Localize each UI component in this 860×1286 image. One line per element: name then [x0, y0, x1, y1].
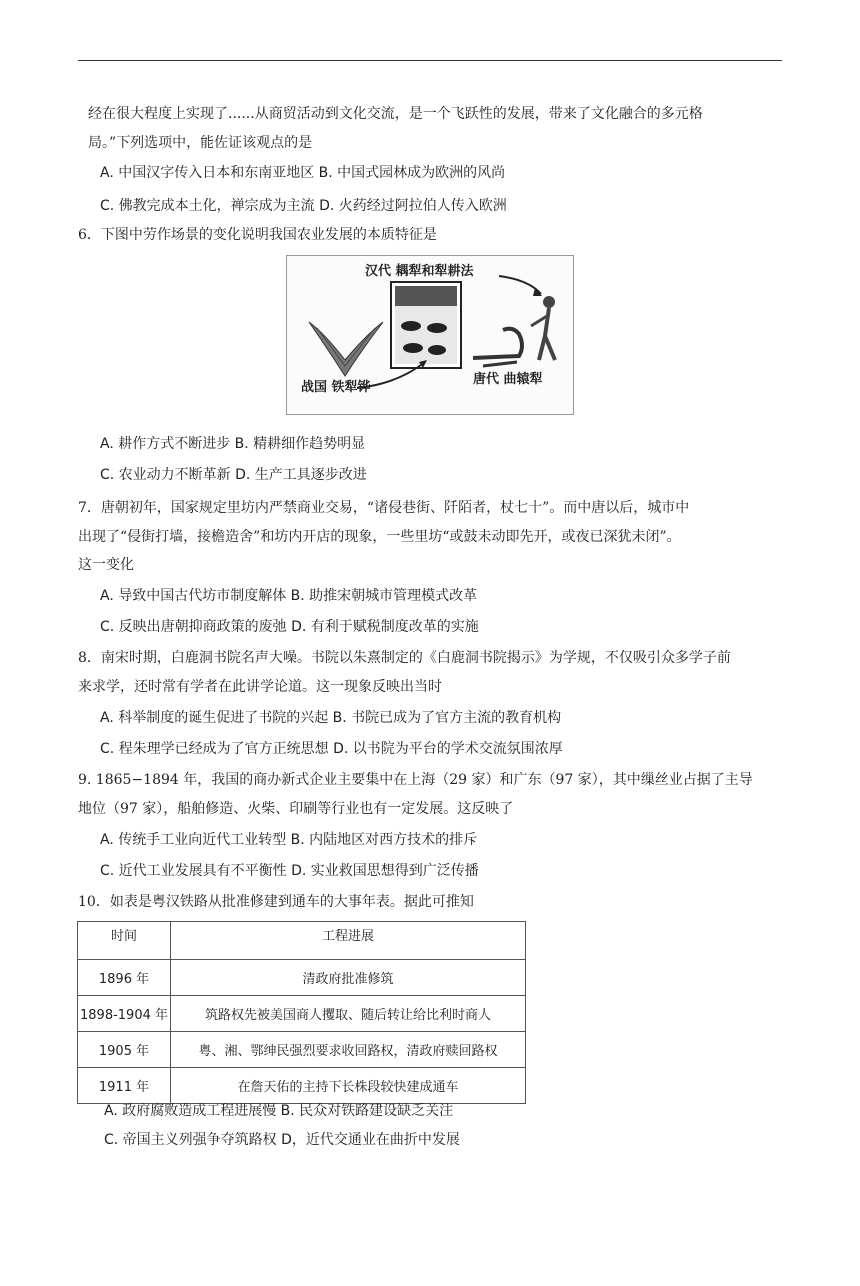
table-row [78, 1032, 526, 1068]
table-row [78, 996, 526, 1032]
farming-tools-figure [286, 255, 574, 415]
table-row [78, 960, 526, 996]
table-cell-progress: 清政府批准修筑 [171, 960, 526, 996]
header-rule [78, 60, 782, 61]
table-cell-time: 1896 年 [78, 960, 171, 996]
q6-options-ab: A. 耕作方式不断进步 B. 精耕细作趋势明显 [100, 436, 366, 452]
tang-dynasty-label: 唐代 曲辕犁 [473, 372, 543, 387]
q7-options-cd: C. 反映出唐朝抑商政策的废弛 D. 有利于赋税制度改革的实施 [100, 619, 479, 635]
q5-stem-line1: 经在很大程度上实现了......从商贸活动到文化交流，是一个飞跃性的发展，带来了文化融合的多元格 [88, 106, 703, 122]
q8-stem-line1: 8．南宋时期，白鹿洞书院名声大噪。书院以朱熹制定的《白鹿洞书院揭示》为学规，不仅吸引众多学子前 [78, 650, 731, 666]
han-dynasty-label: 汉代 耦犁和犁耕法 [365, 264, 474, 279]
q10-options-ab: A. 政府腐败造成工程进展慢 B. 民众对铁路建设缺乏关注 [104, 1103, 454, 1119]
table-cell-progress: 筑路权先被美国商人攫取、随后转让给比利时商人 [171, 996, 526, 1032]
table-cell-time: 1911 年 [78, 1068, 171, 1104]
table-header-row [78, 922, 526, 960]
q7-stem-line2: 出现了“侵街打墙，接檐造舍”和坊内开店的现象，一些里坊“或鼓未动即先开，或夜已深犹未闭”。 [78, 529, 681, 545]
table-cell-progress: 在詹天佑的主持下长株段较快建成通车 [171, 1068, 526, 1104]
q8-options-cd: C. 程朱理学已经成为了官方正统思想 D. 以书院为平台的学术交流氛围浓厚 [100, 741, 563, 757]
q6-stem: 6．下图中劳作场景的变化说明我国农业发展的本质特征是 [78, 227, 437, 243]
q5-options-cd: C. 佛教完成本土化，禅宗成为主流 D. 火药经过阿拉伯人传入欧洲 [100, 198, 507, 214]
q9-options-ab: A. 传统手工业向近代工业转型 B. 内陆地区对西方技术的排斥 [100, 832, 478, 848]
q8-options-ab: A. 科举制度的诞生促进了书院的兴起 B. 书院已成为了官方主流的教育机构 [100, 710, 562, 726]
q7-stem-line3: 这一变化 [78, 557, 134, 573]
table-cell-progress: 粤、湘、鄂绅民强烈要求收回路权，清政府赎回路权 [171, 1032, 526, 1068]
q8-stem-line2: 来求学，还时常有学者在此讲学论道。这一现象反映出当时 [78, 679, 442, 695]
q10-stem: 10．如表是粤汉铁路从批准修建到通车的大事年表。据此可推知 [78, 894, 474, 910]
table-row [78, 1068, 526, 1104]
table-header-time: 时间 [78, 922, 171, 960]
q7-options-ab: A. 导致中国古代坊市制度解体 B. 助推宋朝城市管理模式改革 [100, 588, 478, 604]
q9-stem-line1: 9. 1865−1894 年，我国的商办新式企业主要集中在上海（29 家）和广东（97 家），其中缫丝业占据了主导 [78, 772, 753, 788]
q6-options-cd: C. 农业动力不断革新 D. 生产工具逐步改进 [100, 467, 367, 483]
q5-stem-line2: 局。”下列选项中，能佐证该观点的是 [88, 135, 313, 151]
q9-options-cd: C. 近代工业发展具有不平衡性 D. 实业救国思想得到广泛传播 [100, 863, 479, 879]
q10-options-cd: C. 帝国主义列强争夺筑路权 D，近代交通业在曲折中发展 [104, 1132, 460, 1148]
warring-states-label: 战国 铁犁铧 [301, 380, 371, 395]
railway-timeline-table [77, 921, 526, 1104]
table-cell-time: 1905 年 [78, 1032, 171, 1068]
q7-stem-line1: 7．唐朝初年，国家规定里坊内严禁商业交易，“诸侵巷街、阡陌者，杖七十”。而中唐以后，城市中 [78, 500, 690, 516]
table-cell-time: 1898-1904 年 [78, 996, 171, 1032]
q5-options-ab: A. 中国汉字传入日本和东南亚地区 B. 中国式园林成为欧洲的风尚 [100, 165, 506, 181]
q9-stem-line2: 地位（97 家），船舶修造、火柴、印刷等行业也有一定发展。这反映了 [78, 801, 514, 817]
table-header-progress: 工程进展 [171, 922, 526, 960]
